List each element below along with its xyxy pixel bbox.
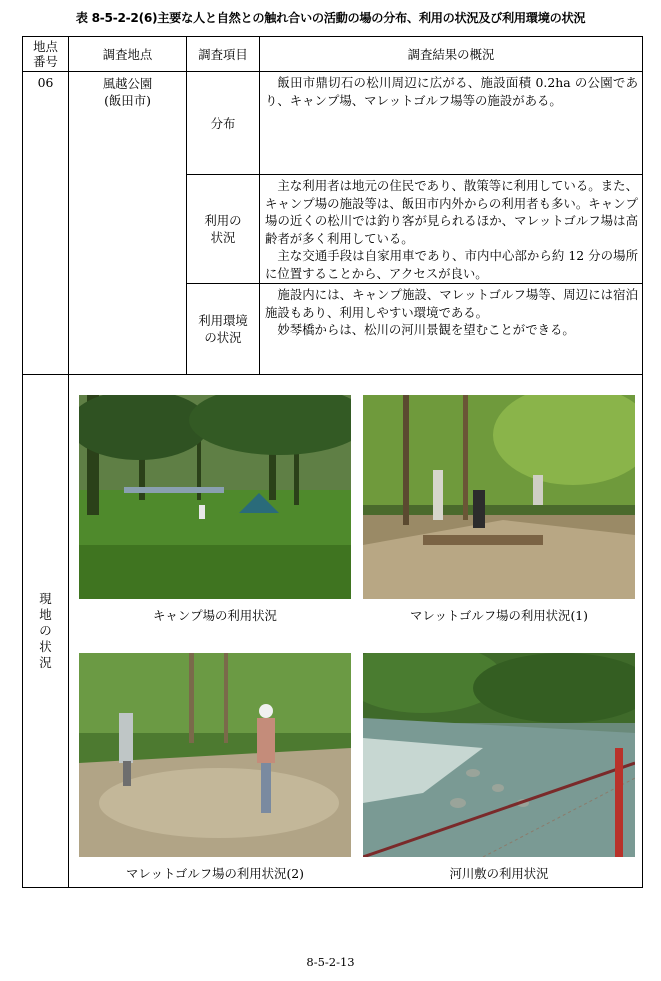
site-city: (飯田市) bbox=[104, 93, 151, 108]
table-title: 表 8-5-2-2(6)主要な人と自然との触れ合いの活動の場の分布、利用の状況及び利用環境の状況 bbox=[75, 11, 586, 25]
header-item: 調査項目 bbox=[187, 37, 260, 72]
photo-caption: マレットゴルフ場の利用状況(2) bbox=[125, 866, 304, 881]
result-paragraph: 飯田市鼎切石の松川周辺に広がる、施設面積 0.2ha の公園であり、キャンプ場、マレットゴルフ場等の施設がある。 bbox=[265, 75, 638, 108]
site-name: 風越公園 bbox=[102, 76, 153, 91]
header-row bbox=[23, 37, 643, 72]
result-environment bbox=[260, 284, 643, 375]
site-number: 06 bbox=[23, 72, 69, 375]
photo-caption: マレットゴルフ場の利用状況(1) bbox=[409, 608, 588, 623]
page-number: 8-5-2-13 bbox=[306, 955, 355, 969]
item-environment: 利用環境の状況 bbox=[187, 284, 260, 375]
item-distribution: 分布 bbox=[187, 72, 260, 175]
item-usage: 利用の状況 bbox=[187, 175, 260, 284]
result-usage bbox=[260, 175, 643, 284]
photo-caption: 河川敷の利用状況 bbox=[449, 866, 549, 881]
result-paragraph: 施設内には、キャンプ施設、マレットゴルフ場等、周辺には宿泊施設もあり、利用しやすい環境である。 bbox=[265, 287, 638, 320]
table-row bbox=[23, 72, 643, 175]
result-distribution bbox=[260, 72, 643, 175]
header-number: 地点番号 bbox=[23, 37, 69, 72]
site-location bbox=[69, 72, 187, 375]
result-paragraph: 主な利用者は地元の住民であり、散策等に利用している。また、キャンプ場の施設等は、飯田市内外からの利用者も多い。キャンプ場の近くの松川では釣り客が見られるほか、マレットゴルフ場は高齢者が多く利用している。 bbox=[265, 178, 638, 246]
header-location: 調査地点 bbox=[69, 37, 187, 72]
mallet-golf-photo bbox=[79, 653, 351, 857]
mallet-golf-photo bbox=[363, 395, 635, 599]
survey-table bbox=[22, 36, 643, 888]
camp-site-photo bbox=[79, 395, 351, 599]
result-paragraph: 主な交通手段は自家用車であり、市内中心部から約 12 分の場所に位置することから、アクセスが良い。 bbox=[265, 248, 638, 281]
riverbank-photo bbox=[363, 653, 635, 857]
photo-row bbox=[23, 375, 643, 888]
photo-caption: キャンプ場の利用状況 bbox=[153, 608, 277, 623]
site-status-label: 現地の状況 bbox=[23, 375, 69, 888]
result-paragraph: 妙琴橋からは、松川の河川景観を望むことができる。 bbox=[277, 322, 575, 338]
photo-area bbox=[69, 375, 643, 888]
header-result: 調査結果の概況 bbox=[260, 37, 643, 72]
